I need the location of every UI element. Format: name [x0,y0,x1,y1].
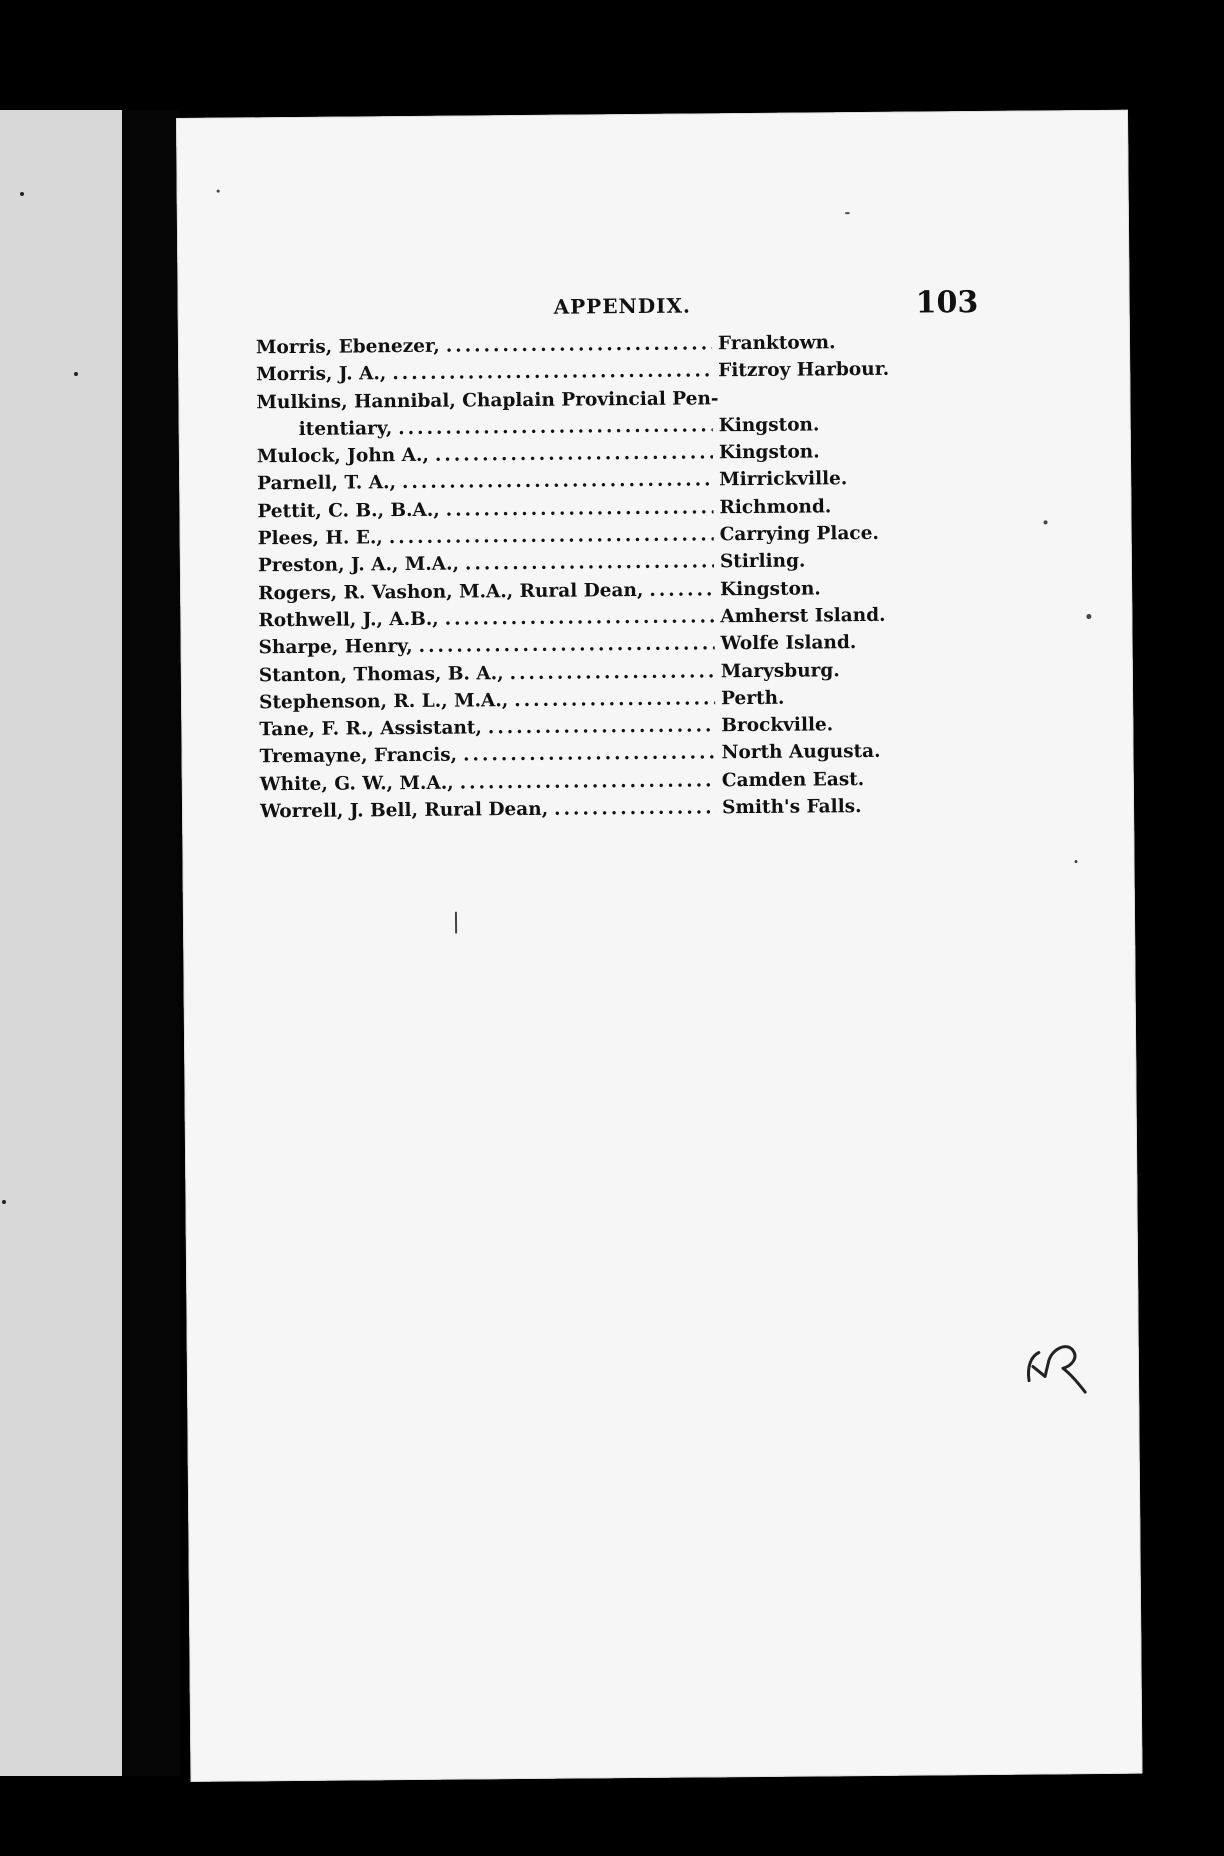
entry-place: Stirling. [719,550,806,573]
entry-name: Tremayne, Francis, [259,745,458,768]
paper-speck [1075,860,1078,863]
entry-place: Smith's Falls. [721,796,862,819]
dot-leader [460,770,716,793]
entry-name: Preston, J. A., M.A., [257,553,460,577]
handwritten-pencil-mark-icon [1023,1330,1094,1401]
entry-place: North Augusta. [721,741,881,764]
dot-leader [465,552,714,575]
entry-place: Perth. [720,687,785,710]
clergy-list [256,332,900,829]
entry-place: Wolfe Island. [720,632,857,655]
facing-page-edge [0,110,122,1776]
dot-leader [510,661,715,684]
dot-leader [488,715,716,738]
entry-place: Fitzroy Harbour. [718,359,890,382]
entry-place: Brockville. [721,714,834,737]
dot-leader [514,688,715,711]
entry-name: Worrell, J. Bell, Rural Dean, [259,798,549,823]
entry-name: Morris, Ebenezer, [255,335,440,359]
entry-place: Kingston. [718,441,820,464]
entry-place: Carrying Place. [719,522,879,546]
facing-page-speck [20,192,24,196]
entry-name: Rogers, R. Vashon, M.A., Rural Dean, [258,579,644,604]
running-head [178,285,1130,321]
facing-page-speck [2,1200,6,1204]
dot-leader [649,579,714,601]
dot-leader [398,415,713,439]
dot-leader [445,606,715,629]
paper-speck [217,190,220,193]
entry-name: Stephenson, R. L., M.A., [259,689,509,714]
entry-place: Marysburg. [720,659,840,682]
entry-place: Richmond. [719,496,832,519]
entry-name: Plees, H. E., [257,527,383,550]
entry-name: Mulkins, Hannibal, Chaplain Provincial Pen- [256,387,719,413]
entry-place: Mirrickville. [719,468,848,491]
dot-leader [446,497,714,520]
dot-leader [446,333,712,356]
paper-speck [845,212,850,214]
entry-name: Mulock, John A., [256,444,429,468]
paper-speck [1086,614,1091,619]
entry-name: Stanton, Thomas, B. A., [258,662,504,686]
entry-name: Parnell, T. A., [257,472,397,495]
list-entry [260,796,900,829]
page-number: 103 [915,285,979,321]
entry-place: Camden East. [721,768,865,792]
dot-leader [402,470,713,494]
dot-leader [389,524,714,548]
dot-leader [435,443,713,466]
dot-leader [554,797,716,819]
dot-leader [419,634,715,658]
entry-name: Tane, F. R., Assistant, [259,717,482,741]
paper-speck [1044,520,1048,524]
entry-name: Pettit, C. B., B.A., [257,499,440,523]
entry-name: Sharpe, Henry, [258,636,413,659]
paper-mark [455,912,457,934]
entry-place: Franktown. [717,332,836,355]
facing-page-speck [74,372,78,376]
book-gutter [122,110,180,1776]
entry-name: White, G. W., M.A., [259,772,454,796]
book-page [176,110,1142,1782]
entry-name: Rothwell, J., A.B., [258,608,439,632]
running-title: APPENDIX. [553,293,692,319]
entry-place: Kingston. [718,414,820,437]
entry-place: Amherst Island. [720,604,886,628]
dot-leader [463,743,716,766]
entry-place: Kingston. [720,578,821,600]
entry-name: itentiary, [298,418,393,440]
entry-name: Morris, J. A., [256,363,387,386]
dot-leader [392,361,712,385]
